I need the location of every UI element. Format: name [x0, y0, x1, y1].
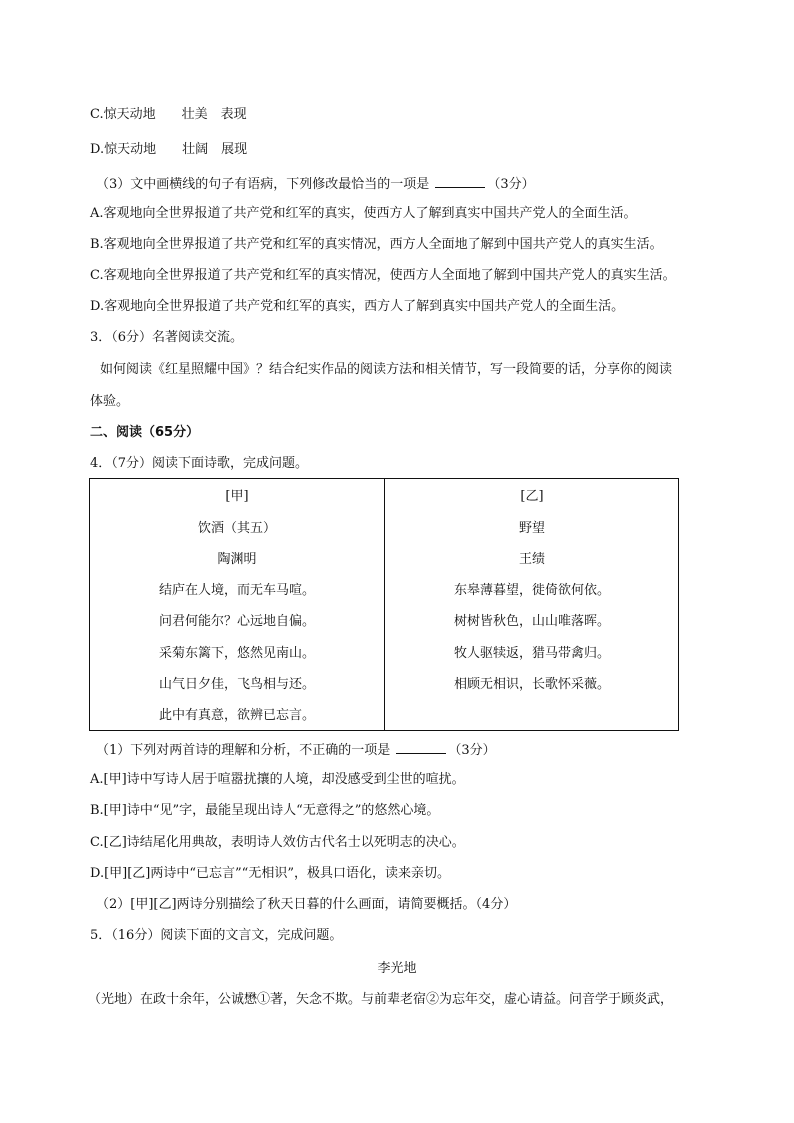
poem-a-author: 陶渊明 [217, 552, 257, 567]
poem-b-label: [乙] [520, 489, 544, 504]
q2-sub3-score: （3分） [487, 177, 535, 192]
q5-passage-line1: （光地）在政十余年，公诚懋①著，矢念不欺。与前辈老宿②为忘年交，虚心请益。问音学于顾炎武， [88, 992, 674, 1007]
poem-a-line: 结庐在人境，而无车马喧。 [158, 583, 315, 598]
q4-sub1-option-a: A.[甲]诗中写诗人居于喧嚣扰攘的人境，却没感受到尘世的喧扰。 [90, 772, 465, 787]
q4-sub2: （2）[甲][乙]两诗分别描绘了秋天日暮的什么画面，请简要概括。（4分） [96, 897, 517, 912]
q2-sub3-option-b: B.客观地向全世界报道了共产党和红军的真实情况，西方人全面地了解到中国共产党人的真实生活。 [90, 237, 663, 252]
poem-b-author: 王绩 [518, 552, 545, 567]
poem-a-line: 此中有真意，欲辨已忘言。 [158, 708, 315, 723]
poem-b-column [385, 479, 679, 730]
q4-sub1-stem [96, 740, 496, 760]
q4-header: 4．（7分）阅读下面诗歌，完成问题。 [90, 456, 309, 471]
q2-sub3-prefix: （3）文中画横线的句子有语病，下列修改最恰当的一项是 [96, 177, 434, 192]
q4-sub1-option-b: B.[甲]诗中“见”字，最能呈现出诗人“无意得之”的悠然心境。 [90, 803, 440, 818]
section-heading-reading: 二、阅读（65分） [90, 425, 200, 440]
poem-a-line: 问君何能尔？心远地自偏。 [158, 614, 315, 629]
poem-a-line: 山气日夕佳，飞鸟相与还。 [158, 677, 315, 692]
poem-a-column [90, 479, 384, 730]
answer-blank[interactable] [435, 174, 485, 188]
q5-header: 5．（16分）阅读下面的文言文，完成问题。 [90, 928, 343, 943]
q2-sub3-option-d: D.客观地向全世界报道了共产党和红军的真实，西方人了解到真实中国共产党人的全面生活。 [90, 299, 625, 314]
q3-header: 3．（6分）名著阅读交流。 [90, 330, 244, 345]
poem-a-line: 采菊东篱下，悠然见南山。 [158, 646, 315, 661]
poem-b-line: 东皋薄暮望，徙倚欲何依。 [453, 583, 610, 598]
poem-b-title: 野望 [518, 521, 545, 536]
q4-sub1-option-d: D.[甲][乙]两诗中“已忘言”“无相识”，极具口语化，读来亲切。 [90, 866, 450, 881]
poem-b-line: 相顾无相识，长歌怀采薇。 [453, 677, 610, 692]
q3-paragraph-line2: 体验。 [90, 394, 130, 409]
q2-option-c: C.惊天动地 壮美 表现 [90, 107, 247, 122]
q2-sub3-stem [96, 174, 535, 194]
poem-a-title: 饮酒（其五） [197, 521, 276, 536]
q4-sub1-option-c: C.[乙]诗结尾化用典故，表明诗人效仿古代名士以死明志的决心。 [90, 835, 465, 850]
poem-comparison-table [89, 478, 679, 731]
q5-passage-title: 李光地 [377, 961, 417, 976]
q2-sub3-option-c: C.客观地向全世界报道了共产党和红军的真实情况，使西方人全面地了解到中国共产党人的真实生活。 [90, 268, 676, 283]
poem-b-line: 牧人驱犊返，猎马带禽归。 [453, 646, 610, 661]
answer-blank[interactable] [396, 740, 446, 754]
q3-paragraph-line1: 如何阅读《红星照耀中国》？结合纪实作品的阅读方法和相关情节，写一段简要的话，分享你的阅读 [100, 362, 673, 377]
q2-sub3-option-a: A.客观地向全世界报道了共产党和红军的真实，使西方人了解到真实中国共产党人的全面生活。 [90, 206, 637, 221]
q4-sub1-prefix: （1）下列对两首诗的理解和分析，不正确的一项是 [96, 743, 395, 758]
q2-option-d: D.惊天动地 壮阔 展现 [90, 142, 248, 157]
poem-a-label: [甲] [225, 489, 249, 504]
q4-sub1-score: （3分） [448, 743, 496, 758]
poem-b-line: 树树皆秋色，山山唯落晖。 [453, 614, 610, 629]
